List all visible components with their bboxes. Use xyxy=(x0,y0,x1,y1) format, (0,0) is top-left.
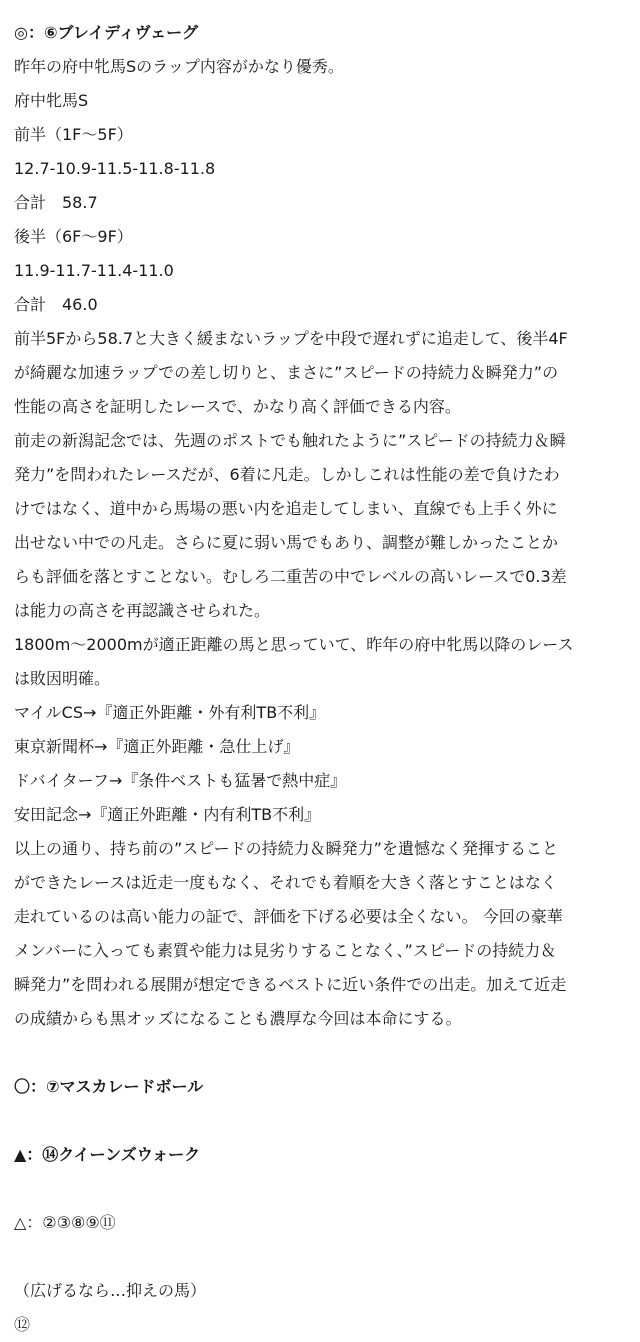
blank-line xyxy=(14,1240,626,1274)
text-line: 12.7-10.9-11.5-11.8-11.8 xyxy=(14,159,216,178)
text-line: の成績からも黒オッズになることも濃厚な今回は本命にする。 xyxy=(14,1009,462,1028)
text-line: 合計 58.7 xyxy=(14,193,98,212)
text-line: マイルCS→『適正外距離・外有利TB不利』 xyxy=(14,703,326,722)
text-line: 1800m〜2000mが適正距離の馬と思っていて、昨年の府中牝馬以降のレース xyxy=(14,635,574,654)
text-line: 以上の通り、持ち前の”スピードの持続力＆瞬発力”を遺憾なく発揮すること xyxy=(14,839,558,858)
text-line: は敗因明確。 xyxy=(14,669,111,688)
text-line: 東京新聞杯→『適正外距離・急仕上げ』 xyxy=(14,737,300,756)
text-line: 走れているのは高い能力の証で、評価を下げる必要は全くない。 今回の豪華 xyxy=(14,907,563,926)
text-line: ができたレースは近走一度もなく、それでも着順を大きく落とすことはなく xyxy=(14,873,557,892)
text-line: 合計 46.0 xyxy=(14,295,98,314)
text-line: メンバーに入っても素質や能力は見劣りすることなく、”スピードの持続力＆ xyxy=(14,941,557,960)
text-line: 昨年の府中牝馬Sのラップ内容がかなり優秀。 xyxy=(14,57,344,76)
text-line: 前走の新潟記念では、先週のポストでも触れたように”スピードの持続力＆瞬 xyxy=(14,431,566,450)
pick-heading: ◎：⑥ブレイディヴェーグ xyxy=(14,23,199,42)
text-line: 発力”を問われたレースだが、6着に凡走。しかしこれは性能の差で負けたわ xyxy=(14,465,560,484)
text-line: ⑫ xyxy=(14,1315,31,1334)
blank-line xyxy=(14,1172,626,1206)
text-line: 11.9-11.7-11.4-11.0 xyxy=(14,261,174,280)
text-line: △：②③⑧⑨⑪ xyxy=(14,1213,116,1232)
text-line: 安田記念→『適正外距離・内有利TB不利』 xyxy=(14,805,321,824)
text-line: 前半（1F〜5F） xyxy=(14,125,133,144)
text-line: ドバイターフ→『条件ベストも猛暑で熱中症』 xyxy=(14,771,347,790)
blank-line xyxy=(14,1104,626,1138)
pick-heading: 〇：⑦マスカレードボール xyxy=(14,1077,204,1096)
text-line: 性能の高さを証明したレースで、かなり高く評価できる内容。 xyxy=(14,397,461,416)
text-line: が綺麗な加速ラップでの差し切りと、まさに”スピードの持続力＆瞬発力”の xyxy=(14,363,559,382)
text-line: （広げるなら…抑えの馬） xyxy=(14,1281,207,1300)
text-line: 前半5Fから58.7と大きく緩まないラップを中段で遅れずに追走して、後半4F xyxy=(14,329,568,348)
text-line: 府中牝馬S xyxy=(14,91,89,110)
text-line: けではなく、道中から馬場の悪い内を追走してしまい、直線でも上手く外に xyxy=(14,499,558,518)
text-line: 瞬発力”を問われる展開が想定できるベストに近い条件での出走。加えて近走 xyxy=(14,975,567,994)
text-line: は能力の高さを再認識させられた。 xyxy=(14,601,271,620)
text-line: らも評価を落とすことない。むしろ二重苦の中でレベルの高いレースで0.3差 xyxy=(14,567,567,586)
text-line: 後半（6F〜9F） xyxy=(14,227,133,246)
blank-line xyxy=(14,1036,626,1070)
text-line: 出せない中での凡走。さらに夏に弱い馬でもあり、調整が難しかったことか xyxy=(14,533,559,552)
pick-heading: ▲：⑭クイーンズウォーク xyxy=(14,1145,201,1164)
